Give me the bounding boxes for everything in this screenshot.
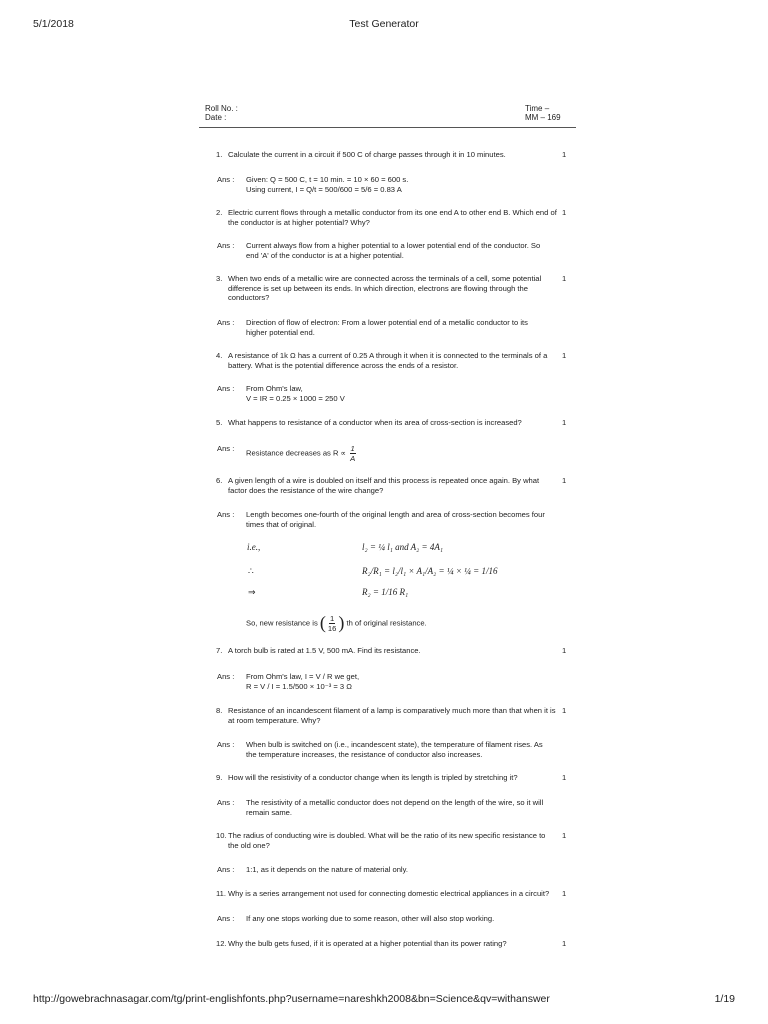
math-ie: i.e., bbox=[247, 542, 261, 552]
print-date: 5/1/2018 bbox=[33, 18, 74, 30]
footer-url[interactable]: http://gowebrachnasagar.com/tg/print-englishfonts.php?username=nareshkh2008&bn=Science&qv=withanswer bbox=[33, 993, 550, 1005]
math-eq3: R₂ = 1/16 R₁ bbox=[362, 587, 409, 597]
mm-label: MM – 169 bbox=[525, 113, 561, 122]
math-therefore: ∴ bbox=[248, 566, 254, 576]
header-divider bbox=[199, 127, 576, 128]
math-implies: ⇒ bbox=[248, 587, 256, 597]
roll-label: Roll No. : bbox=[205, 104, 238, 113]
roll-date-labels bbox=[205, 104, 238, 122]
math-eq2: R₂/R₁ = l₂/l₁ × A₁/A₂ = ¼ × ¼ = 1/16 bbox=[362, 566, 498, 576]
date-label: Date : bbox=[205, 113, 227, 122]
page-header-title: Test Generator bbox=[349, 18, 419, 30]
fraction-one-sixteenth: $\frac{1}{16}$ bbox=[327, 614, 337, 633]
fraction-one-over-a: $\frac{1}{A}$ bbox=[350, 444, 356, 463]
time-mm-labels bbox=[525, 104, 561, 122]
page-number: 1/19 bbox=[714, 993, 735, 1005]
math-eq1: l₂ = ¼ l₁ and A₂ = 4A₁ bbox=[362, 542, 443, 552]
time-label: Time – bbox=[525, 104, 550, 113]
